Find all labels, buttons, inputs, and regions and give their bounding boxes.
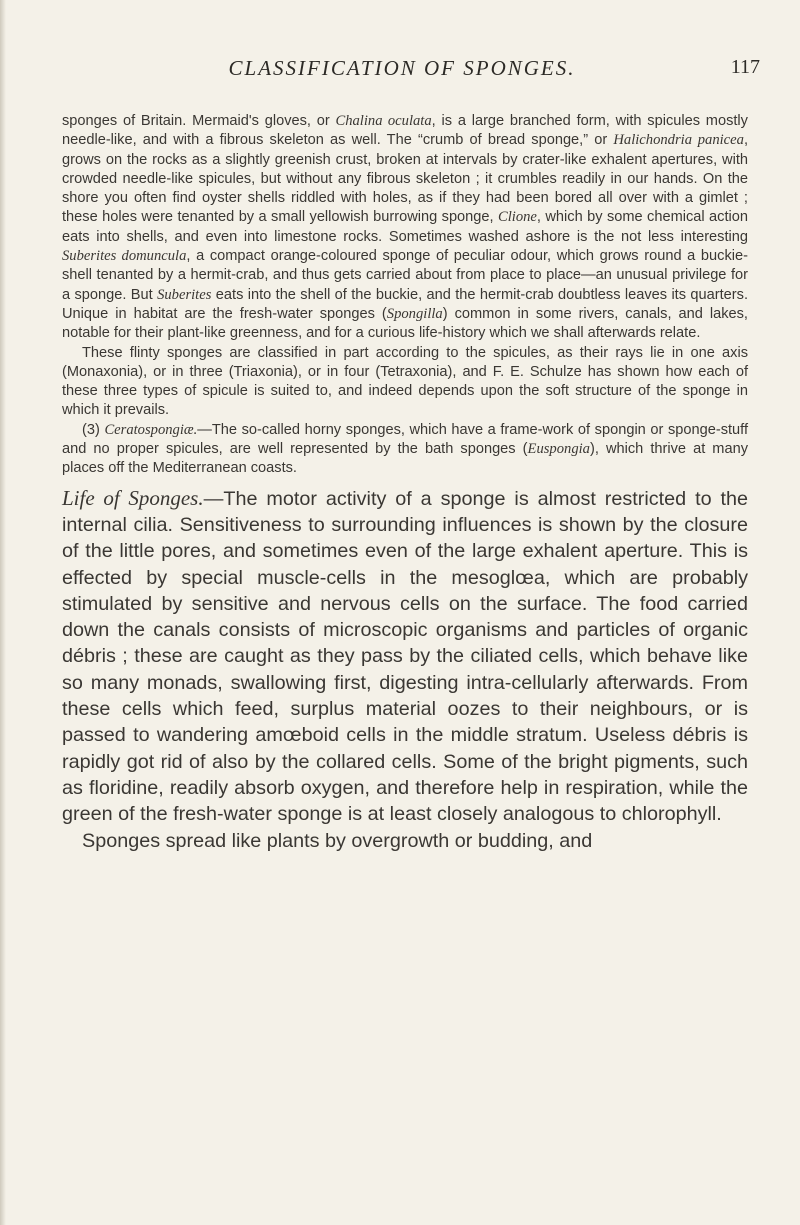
page-header bbox=[44, 56, 760, 88]
small-print-section bbox=[62, 112, 748, 479]
paragraph-spreading: Sponges spread like plants by overgrowth or budding, and bbox=[82, 829, 593, 852]
body-text bbox=[62, 112, 748, 854]
section-heading: Life of Sponges. bbox=[62, 485, 204, 510]
page-number: 117 bbox=[730, 56, 760, 78]
page-edge bbox=[0, 0, 6, 1225]
large-print-section bbox=[62, 485, 748, 854]
paragraph-horny-sponges: (3) Ceratospongiæ.—The so-called horny sponges, which have a frame-work of spongin or sponge-stuff and no proper spicules, are well represented by the bath sponges (Euspongia), which thrive at many places off the Mediterranean coasts. bbox=[62, 421, 749, 477]
paragraph-life-of-sponges: Life of Sponges.—The motor activity of a sponge is almost restricted to the internal cilia. Sensitiveness to surrounding influences is shown by the closure of the little pores, and sometimes even of the large exhalent aperture. This is effected by special muscle-cells in the mesoglœa, which are probably stimulated by sensitive and nervous cells on the surface. The food carried down the canals consists of microscopic organisms and particles of organic débris ; these are caught as they pass by the ciliated cells, which behave like so many monads, swallowing first, digesting intra-cellularly afterwards. From these cells which feed, surplus material oozes to their neighbours, or is passed to wandering amœboid cells in the middle stratum. Useless débris is rapidly got rid of also by the collared cells. Some of the bright pigments, such as floridine, readily absorb oxygen, and therefore help in respiration, while the green of the fresh-water sponge is at least closely analogous to chlorophyll. bbox=[62, 485, 748, 826]
paragraph-flinty-sponges: These flinty sponges are classified in part according to the spicules, as their rays lie in one axis (Monaxonia), or in three (Triaxonia), or in four (Tetraxonia), and F. E. Schulze has shown how each of these three types of spicule is suited to, and indeed depends upon the soft structure of the sponge in which it prevails. bbox=[62, 344, 748, 419]
paragraph-british-sponges: sponges of Britain. Mermaid's gloves, or Chalina oculata, is a large branched form, with spicules mostly needle-like, and with a fibrous skeleton as well. The “crumb of bread sponge,” or Halichondria panicea, grows on the rocks as a slightly greenish crust, broken at intervals by crater-like exhalent apertures, with crowded needle-like spicules, but without any fibrous skeleton ; it crumbles readily in our hands. On the shore you often find oyster shells riddled with holes, as if they had been bored all over with a gimlet ; these holes were tenanted by a small yellowish burrowing sponge, Clione, which by some chemical action eats into shells, and even into limestone rocks. Sometimes washed ashore is the not less interesting Suberites domuncula, a compact orange-coloured sponge of peculiar odour, which grows round a buckie-shell tenanted by a hermit-crab, and thus gets carried about from place to place—an unusual privilege for a sponge. But Suberites eats into the shell of the buckie, and the hermit-crab doubtless leaves its quarters. Unique in habitat are the fresh-water sponges (Spongilla) common in some rivers, canals, and lakes, notable for their plant-like greenness, and for a curious life-history which we shall afterwards relate. bbox=[62, 113, 748, 342]
running-title: CLASSIFICATION OF SPONGES. bbox=[228, 56, 576, 80]
